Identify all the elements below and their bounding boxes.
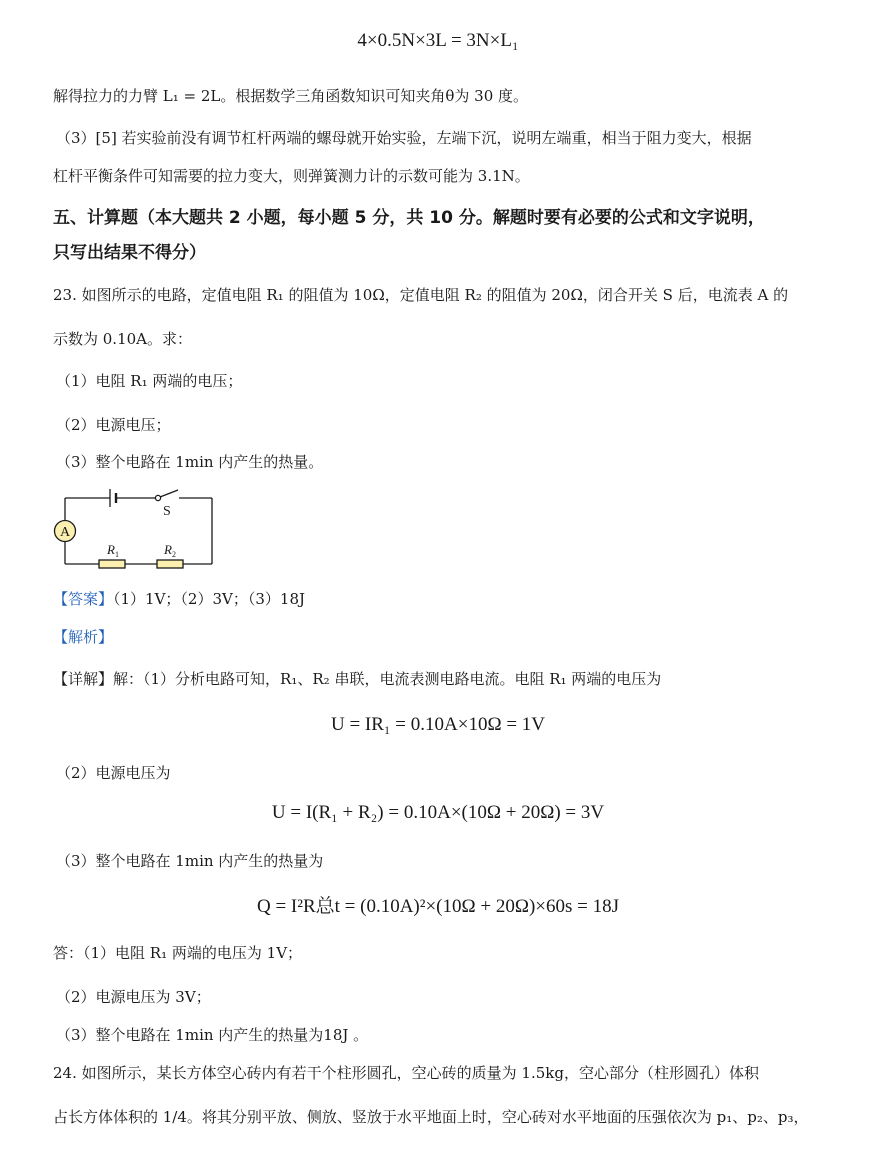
section-heading-line1: 五、计算题（本大题共 2 小题，每小题 5 分，共 10 分。解题时要有必要的公式和文字说明，	[53, 208, 765, 228]
q23-stem-line2: 示数为 0.10A。求：	[53, 330, 192, 348]
equation-r1-voltage: U = IR₁ = 0.10A×10Ω = 1V	[330, 714, 546, 735]
q23-stem-line1: 23. 如图所示的电路，定值电阻 R₁ 的阻值为 10Ω，定值电阻 R₂ 的阻值为 20Ω，闭合开关 S 后，电流表 A 的	[53, 286, 789, 304]
answer-tag: 【答案】	[53, 590, 114, 608]
part3-heading: （3）整个电路在 1min 内产生的热量为	[56, 852, 324, 870]
resistor-r1	[99, 560, 125, 568]
equation-heat: Q = I²R总t = (0.10A)²×(10Ω + 20Ω)×60s = 18J	[257, 896, 619, 917]
part3-explanation-line1: （3）[5] 若实验前没有调节杠杆两端的螺母就开始实验，左端下沉，说明左端重，相当于阻力变大，根据	[56, 129, 752, 147]
r2-label: $R_2$	[164, 542, 176, 559]
part2-heading: （2）电源电压为	[56, 764, 171, 782]
q24-stem-line1: 24. 如图所示，某长方体空心砖内有若干个柱形圆孔，空心砖的质量为 1.5kg，空心部分（柱形圆孔）体积	[53, 1064, 759, 1082]
analysis-tag: 【解析】	[53, 628, 114, 646]
q23-subquestion-1: （1）电阻 R₁ 两端的电压；	[56, 372, 243, 390]
q23-subquestion-2: （2）电源电压；	[56, 416, 171, 434]
analysis-line	[53, 626, 113, 647]
section-heading-line2: 只写出结果不得分）	[53, 243, 206, 263]
q23-subquestion-3: （3）整个电路在 1min 内产生的热量。	[56, 453, 324, 471]
equation-source-voltage: U = I(R₁ + R₂) = 0.10A×(10Ω + 20Ω) = 3V	[271, 802, 605, 823]
switch-label: S	[163, 504, 171, 519]
detail-tag: 【详解】	[53, 670, 114, 688]
part3-explanation-line2: 杠杆平衡条件可知需要的拉力变大，则弹簧测力计的示数可能为 3.1N。	[53, 167, 530, 185]
detail-text: 解：（1）分析电路可知，R₁、R₂ 串联，电流表测电路电流。电阻 R₁ 两端的电压为	[113, 670, 662, 688]
ammeter-label: A	[59, 525, 71, 540]
final-answer-1: 答：（1）电阻 R₁ 两端的电压为 1V；	[53, 944, 303, 962]
r1-label: $R_1$	[107, 542, 119, 559]
switch-pivot	[155, 495, 160, 500]
switch-blade	[160, 490, 178, 497]
detail-line	[53, 668, 661, 689]
answer-text: （1）1V；（2）3V；（3）18J	[113, 590, 305, 608]
circuit-diagram	[52, 486, 218, 570]
resistor-r2	[157, 560, 183, 568]
q24-stem-line2: 占长方体体积的 1/4。将其分别平放、侧放、竖放于水平地面上时，空心砖对水平地面的压强依次为 p₁、p₂、p₃，	[53, 1108, 809, 1126]
equation-lever-balance: 4×0.5N×3L = 3N×L₁	[357, 30, 519, 51]
lever-arm-result: 解得拉力的力臂 L₁ = 2L。根据数学三角函数知识可知夹角θ为 30 度。	[53, 87, 529, 105]
answer-line	[53, 588, 305, 609]
final-answer-2: （2）电源电压为 3V；	[56, 988, 211, 1006]
final-answer-3: （3）整个电路在 1min 内产生的热量为18J 。	[56, 1026, 369, 1044]
